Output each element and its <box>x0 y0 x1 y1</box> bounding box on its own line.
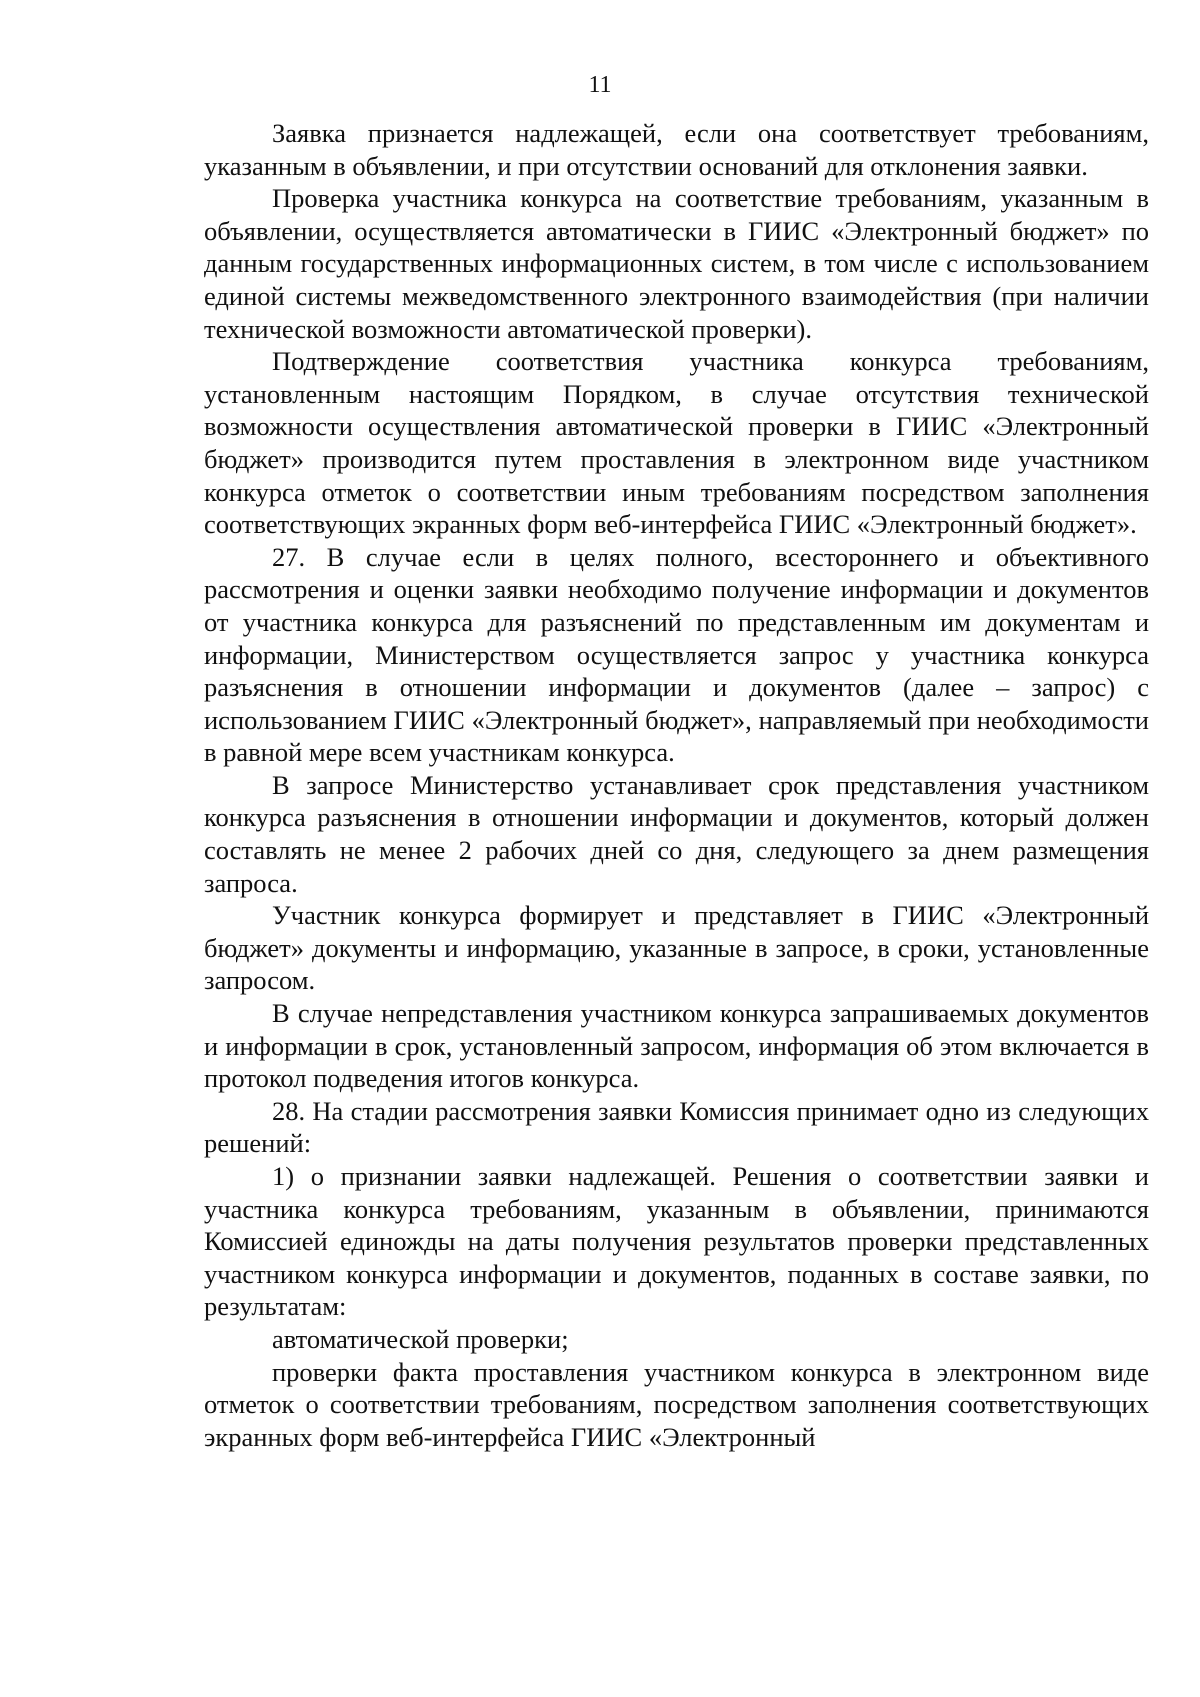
paragraph-subitem-1: 1) о признании заявки надлежащей. Решения о соответствии заявки и участника конкурса требованиям, указанным в объявлении, принимаются Комиссией единожды на даты получения результатов проверки представленных участником конкурса информации и документов, поданных в составе заявки, по результатам: <box>204 1161 1149 1322</box>
page-number: 11 <box>588 72 612 98</box>
paragraph-automatic-check: автоматической проверки; <box>272 1323 569 1354</box>
document-body <box>204 117 1149 1453</box>
paragraph-compliance-confirmation: Подтверждение соответствия участника конкурса требованиям, установленным настоящим Порядком, в случае отсутствия технической возможности осуществления автоматической проверки в ГИИС «Электронный бюджет» производится путем проставления в электронном виде участником конкурса отметок о соответствии иным требованиям посредством заполнения соответствующих экранных форм веб-интерфейса ГИИС «Электронный бюджет». <box>204 346 1149 540</box>
paragraph-request-deadline: В запросе Министерство устанавливает срок представления участником конкурса разъяснения в отношении информации и документов, который должен составлять не менее 2 рабочих дней со дня, следующего за днем размещения запроса. <box>204 769 1149 898</box>
paragraph-participant-check: Проверка участника конкурса на соответствие требованиям, указанным в объявлении, осуществляется автоматически в ГИИС «Электронный бюджет» по данным государственных информационных систем, в том числе с использованием единой системы межведомственного электронного взаимодействия (при наличии технической возможности автоматической проверки). <box>204 183 1149 344</box>
paragraph-marks-check: проверки факта проставления участником конкурса в электронном виде отметок о соответствии требованиям, посредством заполнения соответствующих экранных форм веб-интерфейса ГИИС «Электронный <box>204 1356 1149 1452</box>
paragraph-item-27: 27. В случае если в целях полного, всестороннего и объективного рассмотрения и оценки заявки необходимо получение информации и документов от участника конкурса для разъяснений по представленным им документам и информации, Министерством осуществляется запрос у участника конкурса разъяснения в отношении информации и документов (далее – запрос) с использованием ГИИС «Электронный бюджет», направляемый при необходимости в равной мере всем участникам конкурса. <box>204 541 1149 768</box>
paragraph-item-28: 28. На стадии рассмотрения заявки Комиссия принимает одно из следующих решений: <box>204 1095 1149 1159</box>
paragraph-non-submission: В случае непредставления участником конкурса запрашиваемых документов и информации в срок, установленный запросом, информация об этом включается в протокол подведения итогов конкурса. <box>204 998 1149 1094</box>
paragraph-application-proper: Заявка признается надлежащей, если она соответствует требованиям, указанным в объявлении, и при отсутствии оснований для отклонения заявки. <box>204 118 1149 181</box>
paragraph-participant-response: Участник конкурса формирует и представляет в ГИИС «Электронный бюджет» документы и информацию, указанные в запросе, в сроки, установленные запросом. <box>204 900 1149 996</box>
